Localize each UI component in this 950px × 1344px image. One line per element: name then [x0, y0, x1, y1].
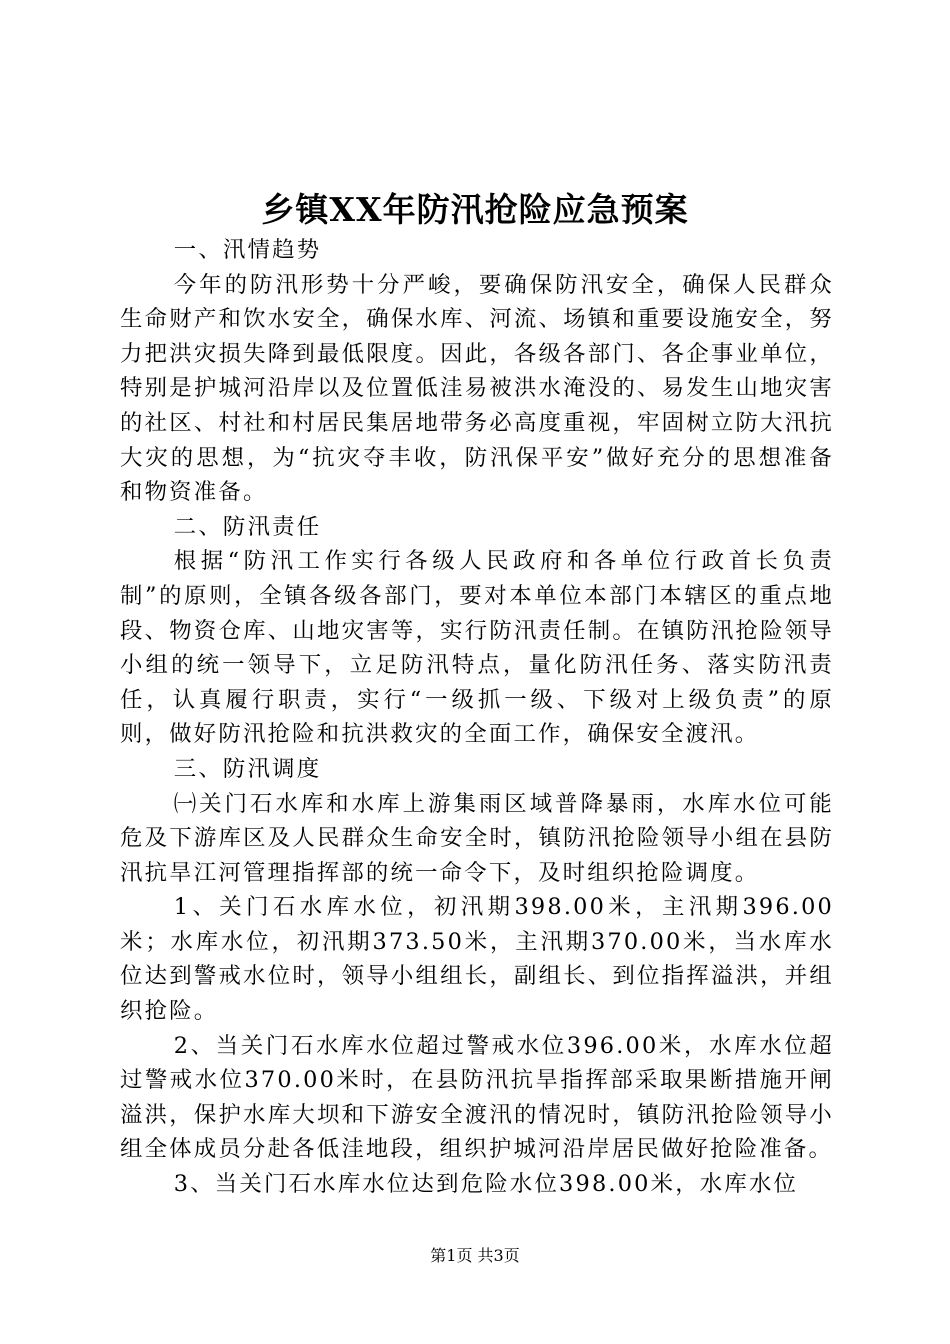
paragraph: ㈠关门石水库和水库上游集雨区域普降暴雨，水库水位可能危及下游库区及人民群众生命安全时，镇防汛抢险领导小组在县防汛抗旱江河管理指挥部的统一命令下，及时组织抢险调度。	[120, 790, 834, 886]
document-body	[120, 233, 834, 1202]
section-heading-3: 三、防汛调度	[173, 755, 322, 782]
section-heading-1: 一、汛情趋势	[173, 237, 322, 263]
page-number-footer: 第1页 共3页	[430, 1246, 520, 1265]
paragraph: 根据“防汛工作实行各级人民政府和各单位行政首长负责制”的原则，全镇各级各部门，要对本单位本部门本辖区的重点地段、物资仓库、山地灾害等，实行防汛责任制。在镇防汛抢险领导小组的统一领导下，立足防汛特点，量化防汛任务、落实防汛责任，认真履行职责，实行“一级抓一级、下级对上级负责”的原则，做好防汛抢险和抗洪救灾的全面工作，确保安全渡汛。	[120, 548, 834, 748]
paragraph: 3、当关门石水库水位达到危险水位398.00米，水库水位	[173, 1171, 799, 1198]
paragraph: 1、关门石水库水位，初汛期398.00米，主汛期396.00米；水库水位，初汛期373.50米，主汛期370.00米，当水库水位达到警戒水位时，领导小组组长，副组长、到位指挥溢洪，并组织抢险。	[120, 894, 834, 1025]
paragraph: 今年的防汛形势十分严峻，要确保防汛安全，确保人民群众生命财产和饮水安全，确保水库、河流、场镇和重要设施安全，努力把洪灾损失降到最低限度。因此，各级各部门、各企事业单位，特别是护城河沿岸以及位置低洼易被洪水淹没的、易发生山地灾害的社区、村社和村居民集居地带务必高度重视，牢固树立防大汛抗大灾的思想，为“抗灾夺丰收，防汛保平安”做好充分的思想准备和物资准备。	[120, 271, 834, 506]
paragraph: 2、当关门石水库水位超过警戒水位396.00米，水库水位超过警戒水位370.00米时，在县防汛抗旱指挥部采取果断措施开闸溢洪，保护水库大坝和下游安全渡汛的情况时，镇防汛抢险领导小组全体成员分赴各低洼地段，组织护城河沿岸居民做好抢险准备。	[120, 1032, 834, 1163]
section-heading-2: 二、防汛责任	[173, 513, 322, 540]
document-title: 乡镇XX年防汛抢险应急预案	[261, 190, 689, 229]
